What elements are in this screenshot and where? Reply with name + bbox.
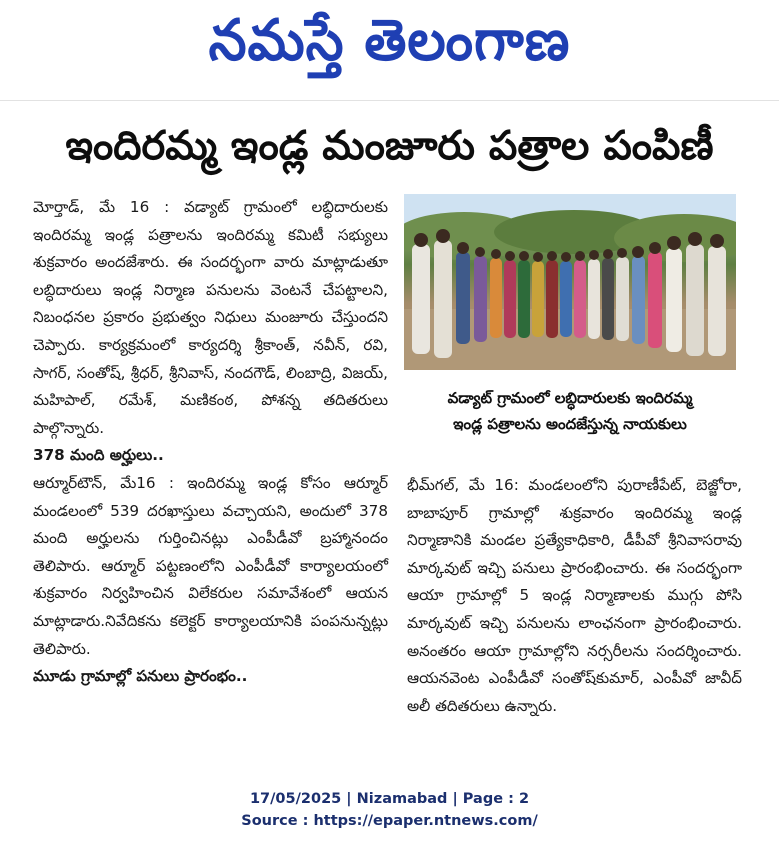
article-paragraph-morthad: మోర్తాడ్, మే 16 : వడ్యాట్ గ్రామంలో లబ్ధిదారులకు ఇందిరమ్మ ఇండ్ల పత్రాలను ఇందిరమ్మ కమిటీ సభ్యులు శుక్రవారం అందజేశారు. ఈ సందర్భంగా వారు మాట్లాడుతూ లబ్ధిదారులు ఇండ్ల నిర్మాణ పనులను వెంటనే చేపట్టాలని, నిబంధనల ప్రకారం ప్రభుత్వం నిధులు మంజూరు చేస్తుందని చెప్పారు. కార్యక్రమంలో కార్యదర్శి శ్రీకాంత్, నవీన్, రవి, సాగర్, సంతోష్, శ్రీధర్, శ్రీనివాస్, నందగౌడ్, లింబాద్రి, విజయ్, మహిపాల్, రమేశ్, మణికంఠ, పోశన్న తదితరులు పాల్గొన్నారు.: [33, 198, 388, 437]
footer-date-edition: 17/05/2025 | Nizamabad | Page : 2: [249, 791, 530, 807]
photo-caption: [404, 380, 736, 442]
masthead: [0, 0, 779, 95]
article-headline: ఇందిరమ్మ ఇండ్ల మంజూరు పత్రాల పంపిణీ: [65, 123, 714, 169]
photo-caption-line-2: ఇండ్ల పత్రాలను అందజేస్తున్న నాయకులు: [453, 415, 687, 433]
masthead-divider: [0, 100, 779, 101]
right-column: [407, 472, 742, 720]
newspaper-logo-title: నమస్తే తెలంగాణ: [208, 7, 571, 74]
photo-caption-line-1: వడ్యాట్ గ్రామంలో లబ్ధిదారులకు ఇందిరమ్మ: [447, 389, 693, 407]
subheading-eligible: 378 మంది అర్హులు..: [33, 446, 164, 465]
group-of-people-illustration: [404, 194, 736, 370]
left-column: [33, 194, 388, 691]
subheading-works-started: మూడు గ్రామాల్లో పనులు ప్రారంభం..: [33, 667, 248, 686]
article-paragraph-armoor: ఆర్మూర్‌టౌన్, మే16 : ఇందిరమ్మ ఇండ్ల కోసం ఆర్మూర్ మండలంలో 539 దరఖాస్తులు వచ్చాయని, అందులో 378 మంది అర్హులను గుర్తించినట్లు ఎంపీడీవో బ్రహ్మానందం తెలిపారు. ఆర్మూర్ పట్టణంలోని ఎంపీడీవో కార్యాలయంలో శుక్రవారం నిర్వహించిన విలేకరుల సమావేశంలో ఆయన మాట్లాడారు.నివేదికను కలెక్టర్ కార్యాలయానికి పంపనున్నట్లు తెలిపారు.: [33, 473, 388, 658]
page-footer: [0, 788, 779, 832]
article-paragraph-bheemgal: భీమ్‌గల్, మే 16: మండలంలోని పురాణీపేట్, బెజ్జోరా, బాబాపూర్ గ్రామాల్లో శుక్రవారం ఇందిరమ్మ ఇండ్ల నిర్మాణానికి మండల ప్రత్యేకాధికారి, డీపీవో శ్రీనివాసరావు మార్కవుట్ ఇచ్చి పనులు ప్రారంభించారు. ఈ సందర్భంగా ఆయా గ్రామాల్లో 5 ఇండ్ల నిర్మాణాలకు ముగ్గు పోసి మార్కవుట్ ఇచ్చి పనులను లాంఛనంగా ప్రారంభించారు. అనంతరం ఆయా గ్రామాల్లోని నర్సరీలను సందర్శించారు. ఆయనవెంట ఎంపీడీవో సంతోష్‌కుమార్, ఎంపీవో జావీద్ అలీ తదితరులు ఉన్నారు.: [407, 476, 742, 715]
footer-source-link[interactable]: Source : https://epaper.ntnews.com/: [241, 813, 538, 829]
news-photo: [404, 194, 736, 370]
